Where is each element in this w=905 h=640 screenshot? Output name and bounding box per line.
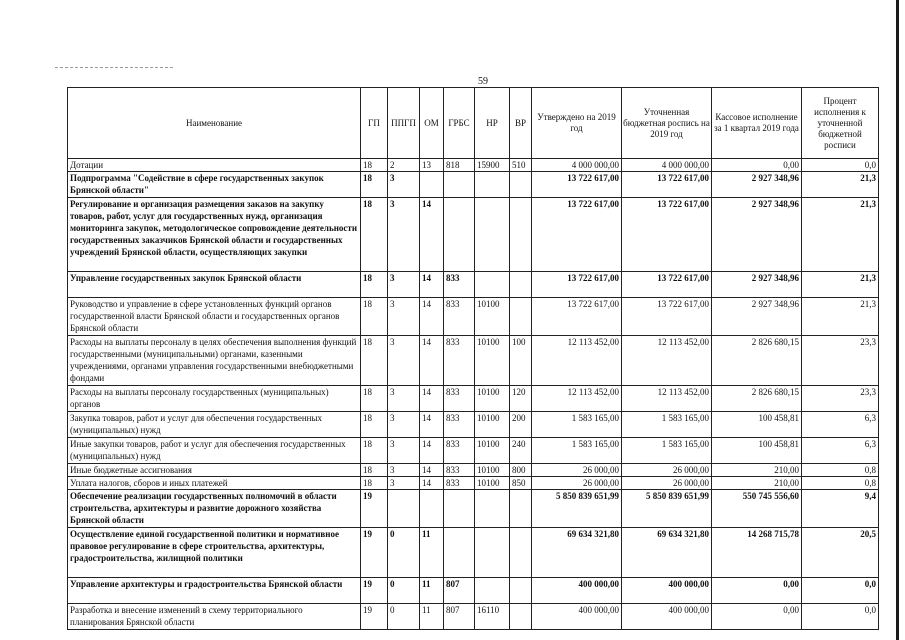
table-row	[68, 386, 879, 412]
cell-revised: 12 113 452,00	[622, 386, 712, 412]
cell-grbs: 807	[444, 604, 475, 630]
cell-cash: 100 458,81	[712, 438, 802, 464]
cell-revised: 13 722 617,00	[622, 198, 712, 272]
cell-om: 14	[420, 438, 444, 464]
cell-percent: 0,8	[802, 477, 879, 490]
cell-grbs	[444, 172, 475, 198]
cell-grbs: 833	[444, 464, 475, 477]
cell-percent: 0,0	[802, 159, 879, 172]
cell-percent: 0,8	[802, 464, 879, 477]
cell-nr: 10100	[475, 298, 510, 336]
cell-cash: 0,00	[712, 578, 802, 604]
cell-cash: 0,00	[712, 604, 802, 630]
cell-grbs	[444, 528, 475, 578]
cell-cash: 210,00	[712, 464, 802, 477]
cell-grbs: 833	[444, 477, 475, 490]
cell-approved: 26 000,00	[532, 464, 622, 477]
cell-revised: 13 722 617,00	[622, 272, 712, 298]
cell-approved: 1 583 165,00	[532, 412, 622, 438]
cell-percent: 21,3	[802, 298, 879, 336]
header-nr: НР	[475, 88, 510, 159]
cell-nr	[475, 172, 510, 198]
cell-name: Разработка и внесение изменений в схему территориального планирования Брянской области	[68, 604, 361, 630]
cell-vr	[510, 172, 532, 198]
cell-grbs: 833	[444, 336, 475, 386]
cell-name: Дотации	[68, 159, 361, 172]
cell-gp: 18	[361, 412, 388, 438]
cell-vr	[510, 490, 532, 528]
cell-name: Уплата налогов, сборов и иных платежей	[68, 477, 361, 490]
scan-edge-line	[896, 0, 899, 640]
cell-name: Иные закупки товаров, работ и услуг для обеспечения государственных (муниципальных) нужд	[68, 438, 361, 464]
cell-gp: 19	[361, 528, 388, 578]
header-revised: Уточненная бюджетная роспись на 2019 год	[622, 88, 712, 159]
cell-grbs: 833	[444, 298, 475, 336]
cell-percent: 0,0	[802, 578, 879, 604]
cell-ppgp: 3	[388, 464, 420, 477]
cell-om: 14	[420, 298, 444, 336]
cell-revised: 69 634 321,80	[622, 528, 712, 578]
cell-gp: 18	[361, 298, 388, 336]
cell-ppgp: 3	[388, 412, 420, 438]
cell-name: Подпрограмма "Содействие в сфере государственных закупок Брянской области"	[68, 172, 361, 198]
cell-grbs	[444, 490, 475, 528]
cell-om: 11	[420, 528, 444, 578]
cell-name: Расходы на выплаты персоналу в целях обеспечения выполнения функций государственными (муниципальными) органами, казенными учреждениями, органами управления государственными внебюджетными фондами	[68, 336, 361, 386]
cell-om: 14	[420, 412, 444, 438]
cell-vr	[510, 272, 532, 298]
cell-revised: 1 583 165,00	[622, 412, 712, 438]
cell-nr: 10100	[475, 386, 510, 412]
cell-om	[420, 172, 444, 198]
header-ppgp: ППГП	[388, 88, 420, 159]
cell-approved: 12 113 452,00	[532, 386, 622, 412]
cell-name: Руководство и управление в сфере установленных функций органов государственной власти Брянской области и государственных органов Брянской области	[68, 298, 361, 336]
table-row	[68, 490, 879, 528]
cell-name: Регулирование и организация размещения заказов на закупку товаров, работ, услуг для государственных нужд, организация мониторинга закупок, методологическое сопровождение деятельности государственных заказчиков Брянской области и государственных учреждений Брянской области, осуществляющих закупки	[68, 198, 361, 272]
cell-ppgp: 0	[388, 528, 420, 578]
cell-ppgp: 3	[388, 336, 420, 386]
cell-ppgp	[388, 490, 420, 528]
page-number: 59	[478, 76, 488, 87]
cell-om: 14	[420, 464, 444, 477]
table-row	[68, 172, 879, 198]
cell-revised: 400 000,00	[622, 578, 712, 604]
table-row	[68, 464, 879, 477]
cell-om: 11	[420, 604, 444, 630]
cell-revised: 5 850 839 651,99	[622, 490, 712, 528]
cell-vr: 800	[510, 464, 532, 477]
cell-nr: 10100	[475, 477, 510, 490]
cell-approved: 400 000,00	[532, 604, 622, 630]
cell-vr: 200	[510, 412, 532, 438]
cell-cash: 2 927 348,96	[712, 298, 802, 336]
cell-cash: 2 826 680,15	[712, 336, 802, 386]
cell-grbs: 833	[444, 438, 475, 464]
cell-ppgp: 3	[388, 477, 420, 490]
cell-grbs	[444, 198, 475, 272]
table-row	[68, 578, 879, 604]
cell-om: 14	[420, 198, 444, 272]
table-row	[68, 336, 879, 386]
table-header-row	[68, 88, 879, 159]
cell-cash: 14 268 715,78	[712, 528, 802, 578]
cell-nr	[475, 198, 510, 272]
cell-vr	[510, 604, 532, 630]
cell-percent: 9,4	[802, 490, 879, 528]
cell-gp: 19	[361, 604, 388, 630]
table-row	[68, 604, 879, 630]
table-row	[68, 438, 879, 464]
cell-ppgp: 2	[388, 159, 420, 172]
cell-percent: 20,5	[802, 528, 879, 578]
cell-nr	[475, 272, 510, 298]
cell-vr	[510, 578, 532, 604]
budget-table	[67, 87, 879, 630]
cell-cash: 2 826 680,15	[712, 386, 802, 412]
cell-grbs: 833	[444, 386, 475, 412]
cell-ppgp: 0	[388, 578, 420, 604]
cell-nr: 15900	[475, 159, 510, 172]
cell-approved: 69 634 321,80	[532, 528, 622, 578]
cell-ppgp: 3	[388, 386, 420, 412]
cell-vr	[510, 298, 532, 336]
cell-cash: 2 927 348,96	[712, 198, 802, 272]
header-name: Наименование	[68, 88, 361, 159]
cell-revised: 4 000 000,00	[622, 159, 712, 172]
cell-nr: 10100	[475, 336, 510, 386]
cell-vr	[510, 528, 532, 578]
cell-cash: 0,00	[712, 159, 802, 172]
cell-revised: 400 000,00	[622, 604, 712, 630]
cell-percent: 6,3	[802, 412, 879, 438]
cell-cash: 2 927 348,96	[712, 272, 802, 298]
cell-vr: 510	[510, 159, 532, 172]
cell-gp: 18	[361, 464, 388, 477]
cell-grbs: 833	[444, 412, 475, 438]
cell-nr	[475, 490, 510, 528]
header-vr: ВР	[510, 88, 532, 159]
header-percent: Процент исполнения к уточненной бюджетной росписи	[802, 88, 879, 159]
cell-nr	[475, 528, 510, 578]
cell-cash: 550 745 556,60	[712, 490, 802, 528]
header-approved: Утверждено на 2019 год	[532, 88, 622, 159]
cell-vr: 240	[510, 438, 532, 464]
cell-om: 14	[420, 336, 444, 386]
table-row	[68, 159, 879, 172]
cell-om: 14	[420, 272, 444, 298]
cell-ppgp: 3	[388, 298, 420, 336]
cell-ppgp: 0	[388, 604, 420, 630]
cell-gp: 18	[361, 438, 388, 464]
cell-gp: 19	[361, 578, 388, 604]
cell-revised: 26 000,00	[622, 464, 712, 477]
table-row	[68, 528, 879, 578]
cell-percent: 21,3	[802, 198, 879, 272]
cell-approved: 1 583 165,00	[532, 438, 622, 464]
cell-name: Закупка товаров, работ и услуг для обеспечения государственных (муниципальных) нужд	[68, 412, 361, 438]
cell-om	[420, 490, 444, 528]
cell-approved: 400 000,00	[532, 578, 622, 604]
cell-cash: 210,00	[712, 477, 802, 490]
cell-percent: 23,3	[802, 336, 879, 386]
cell-approved: 13 722 617,00	[532, 198, 622, 272]
cell-nr	[475, 578, 510, 604]
table-row	[68, 272, 879, 298]
cell-gp: 18	[361, 172, 388, 198]
cell-ppgp: 3	[388, 272, 420, 298]
cell-ppgp: 3	[388, 438, 420, 464]
cell-grbs: 833	[444, 272, 475, 298]
header-grbs: ГРБС	[444, 88, 475, 159]
cell-vr	[510, 198, 532, 272]
cell-percent: 0,0	[802, 604, 879, 630]
cell-grbs: 807	[444, 578, 475, 604]
cell-approved: 12 113 452,00	[532, 336, 622, 386]
cell-om: 13	[420, 159, 444, 172]
cell-om: 14	[420, 386, 444, 412]
cell-vr: 120	[510, 386, 532, 412]
cell-nr: 10100	[475, 438, 510, 464]
cell-vr: 100	[510, 336, 532, 386]
table-row	[68, 298, 879, 336]
cell-cash: 2 927 348,96	[712, 172, 802, 198]
cell-vr: 850	[510, 477, 532, 490]
cell-revised: 26 000,00	[622, 477, 712, 490]
cell-revised: 12 113 452,00	[622, 336, 712, 386]
table-row	[68, 477, 879, 490]
cell-gp: 18	[361, 477, 388, 490]
header-om: ОМ	[420, 88, 444, 159]
cell-nr: 16110	[475, 604, 510, 630]
cell-revised: 1 583 165,00	[622, 438, 712, 464]
scan-rule-line	[55, 67, 173, 68]
cell-revised: 13 722 617,00	[622, 172, 712, 198]
cell-approved: 13 722 617,00	[532, 172, 622, 198]
cell-ppgp: 3	[388, 172, 420, 198]
cell-approved: 13 722 617,00	[532, 298, 622, 336]
cell-nr: 10100	[475, 464, 510, 477]
cell-approved: 26 000,00	[532, 477, 622, 490]
cell-gp: 18	[361, 198, 388, 272]
cell-approved: 5 850 839 651,99	[532, 490, 622, 528]
cell-nr: 10100	[475, 412, 510, 438]
cell-name: Иные бюджетные ассигнования	[68, 464, 361, 477]
cell-approved: 4 000 000,00	[532, 159, 622, 172]
cell-percent: 23,3	[802, 386, 879, 412]
header-cash: Кассовое исполнение за 1 квартал 2019 года	[712, 88, 802, 159]
cell-gp: 18	[361, 336, 388, 386]
cell-name: Управление государственных закупок Брянской области	[68, 272, 361, 298]
cell-name: Осуществление единой государственной политики и нормативное правовое регулирование в сфере строительства, архитектуры, градостроительства, жилищной политики	[68, 528, 361, 578]
cell-percent: 6,3	[802, 438, 879, 464]
cell-gp: 18	[361, 159, 388, 172]
cell-om: 14	[420, 477, 444, 490]
cell-gp: 18	[361, 272, 388, 298]
cell-name: Обеспечение реализации государственных полномочий в области строительства, архитектуры и развитие дорожного хозяйства Брянской области	[68, 490, 361, 528]
header-gp: ГП	[361, 88, 388, 159]
cell-cash: 100 458,81	[712, 412, 802, 438]
cell-ppgp: 3	[388, 198, 420, 272]
cell-name: Управление архитектуры и градостроительства Брянской области	[68, 578, 361, 604]
cell-gp: 19	[361, 490, 388, 528]
cell-om: 11	[420, 578, 444, 604]
cell-grbs: 818	[444, 159, 475, 172]
cell-gp: 18	[361, 386, 388, 412]
table-row	[68, 412, 879, 438]
cell-percent: 21,3	[802, 172, 879, 198]
cell-name: Расходы на выплаты персоналу государственных (муниципальных) органов	[68, 386, 361, 412]
table-row	[68, 198, 879, 272]
cell-revised: 13 722 617,00	[622, 298, 712, 336]
cell-percent: 21,3	[802, 272, 879, 298]
cell-approved: 13 722 617,00	[532, 272, 622, 298]
